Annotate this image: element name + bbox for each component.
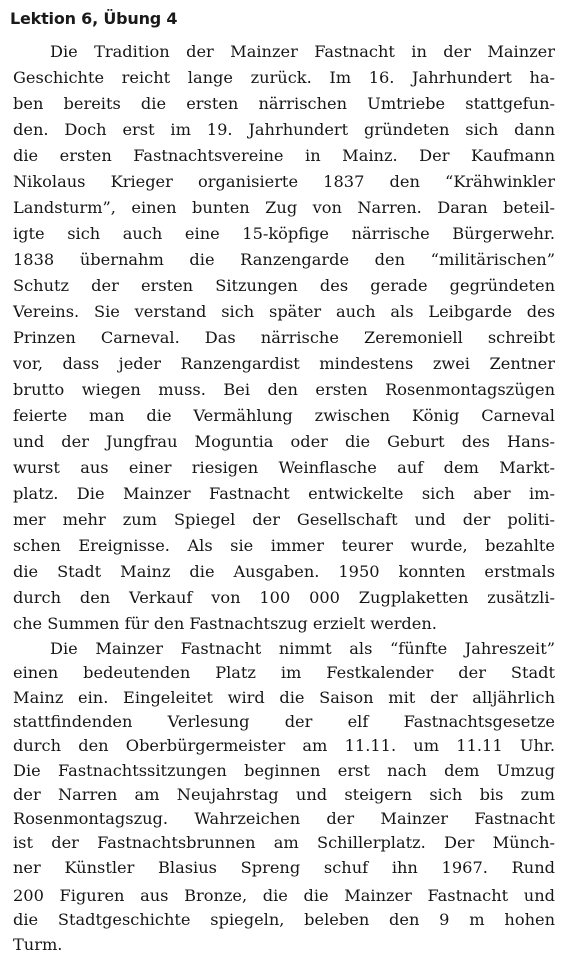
text-line: die Stadtgeschichte spiegeln, beleben den 9 m hohen [13,910,555,930]
text-line: und der Jungfrau Moguntia oder die Geburt des Hans- [13,432,555,451]
text-line: Prinzen Carneval. Das närrische Zeremoniell schreibt [13,328,555,347]
text-line: igte sich auch eine 15-köpfige närrische Bürgerwehr. [13,224,555,243]
text-line: mer mehr zum Spiegel der Gesellschaft und der politi- [13,510,555,529]
text-line: Die Tradition der Mainzer Fastnacht in der Mainzer [50,42,555,61]
text-line: platz. Die Mainzer Fastnacht entwickelte sich aber im- [13,484,555,503]
text-line: Mainz ein. Eingeleitet wird die Saison mit der alljährlich [13,687,555,707]
text-line: die ersten Fastnachtsvereine in Mainz. Der Kaufmann [13,146,555,165]
text-line: wurst aus einer riesigen Weinflasche auf dem Markt- [13,458,555,477]
text-line: ist der Fastnachtsbrunnen am Schillerplatz. Der Münch- [13,833,555,853]
text-line: durch den Verkauf von 100 000 Zugplaketten zusätzli- [13,588,555,607]
text-line: schen Ereignisse. Als sie immer teurer wurde, bezahlte [13,536,555,555]
text-line: Die Fastnachtssitzungen beginnen erst nach dem Umzug [13,760,555,780]
text-line: Turm. [13,934,63,954]
text-line: che Summen für den Fastnachtszug erzielt werden. [13,614,437,633]
text-line: die Stadt Mainz die Ausgaben. 1950 konnten erstmals [13,562,555,581]
text-line: vor, dass jeder Ranzengardist mindestens zwei Zentner [13,354,555,373]
text-line: feierte man die Vermählung zwischen König Carneval [13,406,555,425]
text-line: ner Künstler Blasius Spreng schuf ihn 1967. Rund [13,857,555,877]
text-line: Landsturm”, einen bunten Zug von Narren. Daran beteil- [13,198,555,217]
text-line: 1838 übernahm die Ranzengarde den “militärischen” [13,250,555,269]
text-line: Rosenmontagszug. Wahrzeichen der Mainzer Fastnacht [13,809,555,829]
text-line: Nikolaus Krieger organisierte 1837 den “Krähwinkler [13,172,555,191]
text-line: einen bedeutenden Platz im Festkalender der Stadt [13,663,555,683]
text-line: stattfindenden Verlesung der elf Fastnachtsgesetze [13,711,555,731]
text-line: ben bereits die ersten närrischen Umtriebe stattgefun- [13,94,555,113]
page-title: Lektion 6, Übung 4 [10,9,178,28]
text-line: den. Doch erst im 19. Jahrhundert gründeten sich dann [13,120,555,139]
text-line: brutto wiegen muss. Bei den ersten Rosenmontagszügen [13,380,555,399]
text-line: Die Mainzer Fastnacht nimmt als “fünfte Jahreszeit” [50,639,555,658]
text-line: durch den Oberbürgermeister am 11.11. um 11.11 Uhr. [13,736,555,756]
text-line: 200 Figuren aus Bronze, die die Mainzer Fastnacht und [13,886,555,905]
text-line: Geschichte reicht lange zurück. Im 16. Jahrhundert ha- [13,68,555,87]
text-line: Vereins. Sie verstand sich später auch als Leibgarde des [13,302,555,321]
text-line: Schutz der ersten Sitzungen des gerade gegründeten [13,276,555,295]
text-line: der Narren am Neujahrstag und steigern sich bis zum [13,784,555,804]
